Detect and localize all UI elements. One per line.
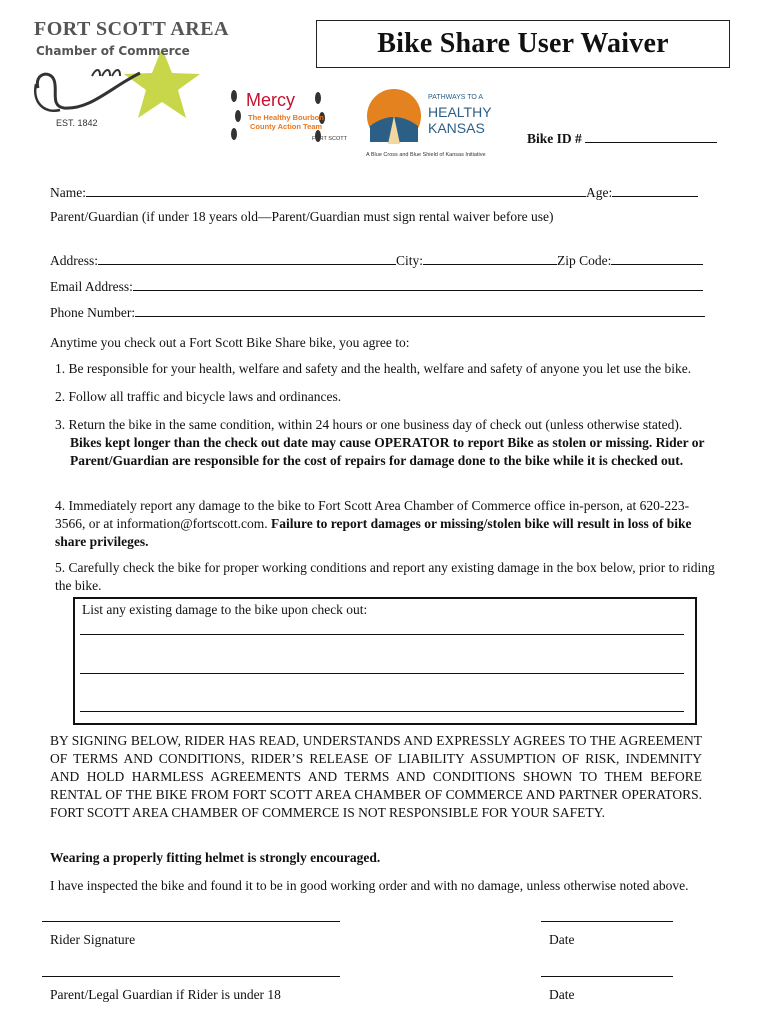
agreement-text: BY SIGNING BELOW, RIDER HAS READ, UNDERSTANDS AND EXPRESSLY AGREES TO THE AGREEMENT OF TERMS AND CONDITIONS, RIDER’S RELEASE OF LIABILITY ASSUMPTION OF RISK, INDEMNITY AND HOLD HARMLESS AGREEMENTS AND TERMS AND CONDITIONS SHOWN TO THEM BEFORE RENTAL OF THE BIKE FROM FORT SCOTT AREA CHAMBER OF COMMERCE AND PARTNER OPERATORS. FORT SCOTT AREA CHAMBER OF COMMERCE IS NOT RESPONSIBLE FOR YOUR SAFETY. [50,733,702,820]
address-field[interactable] [98,252,396,265]
name-field[interactable] [86,184,586,197]
age-label: Age: [586,185,613,200]
mercy-sub1: The Healthy Bourbon [248,113,324,122]
rider-signature-line[interactable] [42,921,340,922]
email-label: Email Address: [50,279,133,294]
email-field[interactable] [133,278,703,291]
chamber-est: EST. 1842 [56,118,98,128]
list-item-3-text: 3. Return the bike in the same condition, within 24 hours or one business day of check out (unless otherwise stated). [55,417,683,432]
zip-field[interactable] [611,252,703,265]
inspection-statement: I have inspected the bike and found it to be in good working order and with no damage, unless otherwise noted above. [50,878,689,893]
guardian-date-label: Date [549,987,575,1002]
page-title: Bike Share User Waiver [377,28,669,59]
pathways-top: PATHWAYS TO A [428,94,484,101]
list-item-4 [55,497,715,551]
address-row [50,252,703,269]
bike-id-row [527,130,717,147]
bike-id-label: Bike ID # [527,131,582,146]
chamber-subtitle: Chamber of Commerce [36,44,190,58]
guardian-signature-line[interactable] [42,976,340,977]
chamber-name: FORT SCOTT AREA [34,18,229,40]
bike-id-field[interactable] [585,130,717,143]
phone-label: Phone Number: [50,305,136,320]
city-label: City: [396,253,424,268]
chamber-logo [30,18,229,130]
rider-date-label: Date [549,932,575,947]
damage-box-label: List any existing damage to the bike upon check out: [82,602,368,617]
zip-label: Zip Code: [557,253,612,268]
guardian-date-line[interactable] [541,976,673,977]
age-field[interactable] [612,184,698,197]
mercy-name: Mercy [246,90,295,110]
list-item-5: 5. Carefully check the bike for proper working conditions and report any existing damage in the box below, prior to riding the bike. [55,560,715,593]
pathways-caption: A Blue Cross and Blue Shield of Kansas Initiative [366,152,486,158]
rider-date-line[interactable] [541,921,673,922]
mercy-sub2: County Action Team [250,122,323,131]
agreement-intro: Anytime you check out a Fort Scott Bike Share bike, you agree to: [50,335,410,350]
pathways-logo [366,86,490,166]
list-item-4-text: 4. Immediately report any damage to the bike to Fort Scott Area Chamber of Commerce office in-person, at 620-223-3566, or at information@fortscott.com. [55,498,690,531]
title-box [316,20,730,68]
email-row [50,278,703,295]
damage-box[interactable] [73,597,697,725]
city-field[interactable] [423,252,557,265]
phone-row [50,304,705,321]
mercy-logo [226,86,347,146]
mercy-city: FORT SCOTT [312,136,347,142]
pathways-kansas: KANSAS [428,120,485,136]
pathways-emblem-icon [366,86,422,146]
list-item-3 [55,416,715,470]
name-label: Name: [50,185,86,200]
list-item-2: 2. Follow all traffic and bicycle laws and ordinances. [55,389,342,404]
address-label: Address: [50,253,98,268]
list-item-1: 1. Be responsible for your health, welfare and safety and the health, welfare and safety of anyone you let use the bike. [55,361,692,376]
pathways-healthy: HEALTHY [428,104,492,120]
list-item-3-bold [55,434,715,470]
damage-line-3[interactable] [80,711,684,712]
damage-line-1[interactable] [80,634,684,635]
damage-line-2[interactable] [80,673,684,674]
phone-field[interactable] [135,304,705,317]
name-age-row [50,184,698,201]
list-item-3-bold-text: Bikes kept longer than the check out date may cause OPERATOR to report Bike as stolen or missing. Rider or Parent/Guardian are responsible for the cost of repairs for damage done to the bike while it is checked out. [70,435,705,468]
guardian-signature-label: Parent/Legal Guardian if Rider is under 18 [50,987,281,1002]
rider-signature-label: Rider Signature [50,932,136,947]
helmet-note-text: Wearing a properly fitting helmet is strongly encouraged. [50,850,381,865]
helmet-note [50,850,380,866]
list-item-4-bold: Failure to report damages or missing/stolen bike will result in loss of bike share privileges. [55,516,692,549]
parent-guardian-note: Parent/Guardian (if under 18 years old—Parent/Guardian must sign rental waiver before use) [50,209,554,224]
